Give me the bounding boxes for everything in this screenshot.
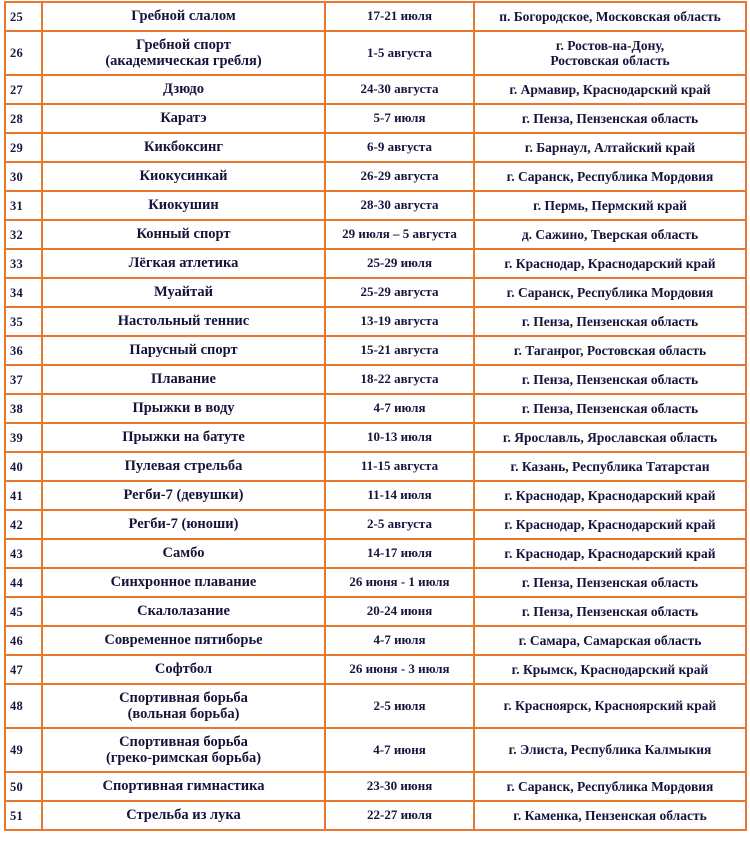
row-number-cell: 49 [5, 728, 42, 772]
event-location-cell [474, 655, 746, 684]
event-dates-cell: 20-24 июня [325, 597, 474, 626]
event-location-line: г. Армавир, Краснодарский край [509, 81, 711, 97]
sport-name-line: Пулевая стрельба [124, 458, 243, 475]
event-location-cell [474, 162, 746, 191]
table-row [5, 539, 746, 568]
table-row [5, 249, 746, 278]
event-location-line: г. Краснодар, Краснодарский край [504, 255, 716, 271]
event-location-cell [474, 307, 746, 336]
event-location-cell [474, 249, 746, 278]
table-row [5, 75, 746, 104]
sport-name-line: Современное пятиборье [104, 632, 263, 649]
sport-name-line: Гребной слалом [131, 8, 236, 25]
event-dates-cell: 4-7 июля [325, 626, 474, 655]
event-dates-cell: 25-29 июля [325, 249, 474, 278]
table-row [5, 104, 746, 133]
event-location-line: г. Краснодар, Краснодарский край [504, 487, 716, 503]
sport-name-cell [42, 655, 325, 684]
sport-name-cell [42, 31, 325, 75]
sport-name-line: Муайтай [153, 284, 214, 301]
table-row [5, 394, 746, 423]
sport-name-cell [42, 568, 325, 597]
event-location-cell [474, 336, 746, 365]
sport-name-cell [42, 597, 325, 626]
event-location-cell [474, 597, 746, 626]
event-location-line: г. Саранск, Республика Мордовия [506, 778, 714, 794]
event-dates-cell: 26-29 августа [325, 162, 474, 191]
row-number-cell: 38 [5, 394, 42, 423]
table-row [5, 626, 746, 655]
table-row [5, 2, 746, 31]
sport-name-line: Синхронное плавание [110, 574, 257, 591]
event-dates-cell: 15-21 августа [325, 336, 474, 365]
row-number-cell: 43 [5, 539, 42, 568]
event-location-line: г. Крымск, Краснодарский край [511, 661, 709, 677]
event-location-line: г. Элиста, Республика Калмыкия [508, 742, 712, 758]
table-row [5, 162, 746, 191]
sport-name-line: Прыжки в воду [132, 400, 235, 417]
sport-name-line: Конный спорт [136, 226, 231, 243]
table-row [5, 307, 746, 336]
table-row [5, 655, 746, 684]
sport-name-cell [42, 133, 325, 162]
event-location-line: г. Саранск, Республика Мордовия [506, 284, 714, 300]
sport-name-cell [42, 394, 325, 423]
sport-name-line: Спортивная гимнастика [102, 778, 265, 795]
sport-name-line: (вольная борьба) [127, 706, 240, 722]
table-row [5, 133, 746, 162]
event-location-cell [474, 728, 746, 772]
event-location-line: г. Таганрог, Ростовская область [513, 342, 707, 358]
event-location-cell [474, 104, 746, 133]
sport-name-cell [42, 728, 325, 772]
sport-name-line: Скалолазание [137, 603, 230, 620]
event-dates-cell: 4-7 июня [325, 728, 474, 772]
table-row [5, 801, 746, 830]
event-location-line: г. Ростов-на-Дону, [555, 37, 665, 53]
row-number-cell: 27 [5, 75, 42, 104]
table-row [5, 31, 746, 75]
sport-name-cell [42, 162, 325, 191]
sport-name-cell [42, 772, 325, 801]
row-number-cell: 25 [5, 2, 42, 31]
table-row [5, 336, 746, 365]
event-location-cell [474, 539, 746, 568]
event-location-cell [474, 2, 746, 31]
sport-name-cell [42, 220, 325, 249]
row-number-cell: 46 [5, 626, 42, 655]
row-number-cell: 41 [5, 481, 42, 510]
table-row [5, 568, 746, 597]
sport-name-line: Спортивная борьба [119, 733, 248, 750]
sport-name-cell [42, 684, 325, 728]
event-location-line: г. Пенза, Пензенская область [521, 603, 699, 619]
sport-name-cell [42, 307, 325, 336]
event-location-cell [474, 481, 746, 510]
row-number-cell: 28 [5, 104, 42, 133]
sport-name-line: Гребной спорт [136, 36, 231, 53]
event-dates-cell: 29 июля – 5 августа [325, 220, 474, 249]
table-row [5, 481, 746, 510]
sport-name-line: Прыжки на батуте [122, 429, 245, 446]
event-dates-cell: 22-27 июля [325, 801, 474, 830]
row-number-cell: 51 [5, 801, 42, 830]
sport-name-cell [42, 626, 325, 655]
sport-name-cell [42, 104, 325, 133]
sport-name-line: Лёгкая атлетика [128, 255, 239, 272]
sport-name-line: Стрельба из лука [126, 807, 241, 824]
event-dates-cell: 4-7 июля [325, 394, 474, 423]
sport-name-cell [42, 75, 325, 104]
table-row [5, 365, 746, 394]
row-number-cell: 50 [5, 772, 42, 801]
event-dates-cell: 23-30 июня [325, 772, 474, 801]
sport-name-line: Самбо [162, 545, 205, 562]
row-number-cell: 26 [5, 31, 42, 75]
event-location-cell [474, 568, 746, 597]
event-location-line: г. Пенза, Пензенская область [521, 371, 699, 387]
sport-name-line: Регби-7 (юноши) [128, 516, 239, 533]
event-dates-cell: 13-19 августа [325, 307, 474, 336]
event-location-cell [474, 278, 746, 307]
event-dates-cell: 26 июня - 1 июля [325, 568, 474, 597]
sport-name-line: Дзюдо [162, 81, 204, 98]
event-location-cell [474, 452, 746, 481]
event-dates-cell: 24-30 августа [325, 75, 474, 104]
table-row [5, 452, 746, 481]
row-number-cell: 39 [5, 423, 42, 452]
sports-schedule-table [4, 1, 747, 831]
event-location-cell [474, 510, 746, 539]
table-row [5, 220, 746, 249]
event-dates-cell: 28-30 августа [325, 191, 474, 220]
event-location-cell [474, 626, 746, 655]
event-location-cell [474, 133, 746, 162]
event-dates-cell: 2-5 июля [325, 684, 474, 728]
table-row [5, 772, 746, 801]
row-number-cell: 48 [5, 684, 42, 728]
table-row [5, 728, 746, 772]
sport-name-line: Киокушин [148, 197, 219, 214]
event-location-cell [474, 75, 746, 104]
table-row [5, 423, 746, 452]
sport-name-cell [42, 539, 325, 568]
event-location-cell [474, 191, 746, 220]
event-location-line: г. Пенза, Пензенская область [521, 400, 699, 416]
event-location-line: Ростовская область [550, 53, 670, 68]
table-row [5, 510, 746, 539]
sport-name-line: Парусный спорт [129, 342, 238, 359]
schedule-table-body [5, 2, 746, 830]
row-number-cell: 34 [5, 278, 42, 307]
row-number-cell: 42 [5, 510, 42, 539]
row-number-cell: 40 [5, 452, 42, 481]
event-location-cell [474, 31, 746, 75]
event-location-line: г. Красноярск, Красноярский край [503, 698, 717, 714]
row-number-cell: 30 [5, 162, 42, 191]
event-location-line: г. Пермь, Пермский край [533, 197, 687, 213]
event-dates-cell: 17-21 июля [325, 2, 474, 31]
sport-name-cell [42, 481, 325, 510]
sport-name-cell [42, 249, 325, 278]
sport-name-line: Софтбол [154, 661, 213, 678]
sport-name-line: Плавание [151, 371, 216, 388]
event-location-cell [474, 772, 746, 801]
sport-name-line: Настольный теннис [117, 313, 250, 330]
event-location-line: п. Богородское, Московская область [499, 8, 721, 24]
event-location-cell [474, 684, 746, 728]
sport-name-cell [42, 278, 325, 307]
event-dates-cell: 11-14 июля [325, 481, 474, 510]
row-number-cell: 33 [5, 249, 42, 278]
event-location-line: г. Каменка, Пензенская область [513, 807, 707, 823]
event-dates-cell: 14-17 июля [325, 539, 474, 568]
event-location-line: г. Краснодар, Краснодарский край [504, 545, 716, 561]
event-location-cell [474, 394, 746, 423]
sport-name-cell [42, 336, 325, 365]
sport-name-cell [42, 452, 325, 481]
sport-name-line: Кикбоксинг [144, 139, 223, 156]
event-dates-cell: 10-13 июля [325, 423, 474, 452]
event-dates-cell: 1-5 августа [325, 31, 474, 75]
table-row [5, 684, 746, 728]
sport-name-line: Регби-7 (девушки) [123, 487, 244, 504]
sport-name-cell [42, 423, 325, 452]
event-location-line: г. Пенза, Пензенская область [521, 110, 699, 126]
event-location-line: г. Казань, Республика Татарстан [510, 458, 710, 474]
row-number-cell: 29 [5, 133, 42, 162]
event-dates-cell: 26 июня - 3 июля [325, 655, 474, 684]
sport-name-line: Киокусинкай [139, 168, 228, 185]
sport-name-cell [42, 191, 325, 220]
event-dates-cell: 25-29 августа [325, 278, 474, 307]
event-dates-cell: 11-15 августа [325, 452, 474, 481]
table-row [5, 597, 746, 626]
event-dates-cell: 2-5 августа [325, 510, 474, 539]
event-location-cell [474, 220, 746, 249]
sport-name-cell [42, 510, 325, 539]
sport-name-line: (академическая гребля) [105, 53, 262, 69]
event-dates-cell: 5-7 июля [325, 104, 474, 133]
row-number-cell: 32 [5, 220, 42, 249]
event-location-cell [474, 801, 746, 830]
row-number-cell: 47 [5, 655, 42, 684]
sport-name-cell [42, 365, 325, 394]
row-number-cell: 45 [5, 597, 42, 626]
event-location-line: г. Пенза, Пензенская область [521, 574, 699, 590]
event-dates-cell: 6-9 августа [325, 133, 474, 162]
event-location-line: г. Пенза, Пензенская область [521, 313, 699, 329]
row-number-cell: 37 [5, 365, 42, 394]
event-location-cell [474, 365, 746, 394]
event-location-line: д. Сажино, Тверская область [521, 226, 699, 242]
sport-name-line: Спортивная борьба [119, 689, 248, 706]
row-number-cell: 36 [5, 336, 42, 365]
event-location-line: г. Саранск, Республика Мордовия [506, 168, 714, 184]
sport-name-cell [42, 801, 325, 830]
sport-name-line: Каратэ [160, 110, 207, 127]
event-location-cell [474, 423, 746, 452]
table-row [5, 278, 746, 307]
row-number-cell: 35 [5, 307, 42, 336]
row-number-cell: 44 [5, 568, 42, 597]
table-row [5, 191, 746, 220]
event-dates-cell: 18-22 августа [325, 365, 474, 394]
sport-name-cell [42, 2, 325, 31]
event-location-line: г. Барнаул, Алтайский край [524, 139, 696, 155]
sport-name-line: (греко-римская борьба) [105, 750, 262, 766]
event-location-line: г. Краснодар, Краснодарский край [504, 516, 716, 532]
event-location-line: г. Ярославль, Ярославская область [502, 429, 718, 445]
row-number-cell: 31 [5, 191, 42, 220]
event-location-line: г. Самара, Самарская область [518, 632, 702, 648]
